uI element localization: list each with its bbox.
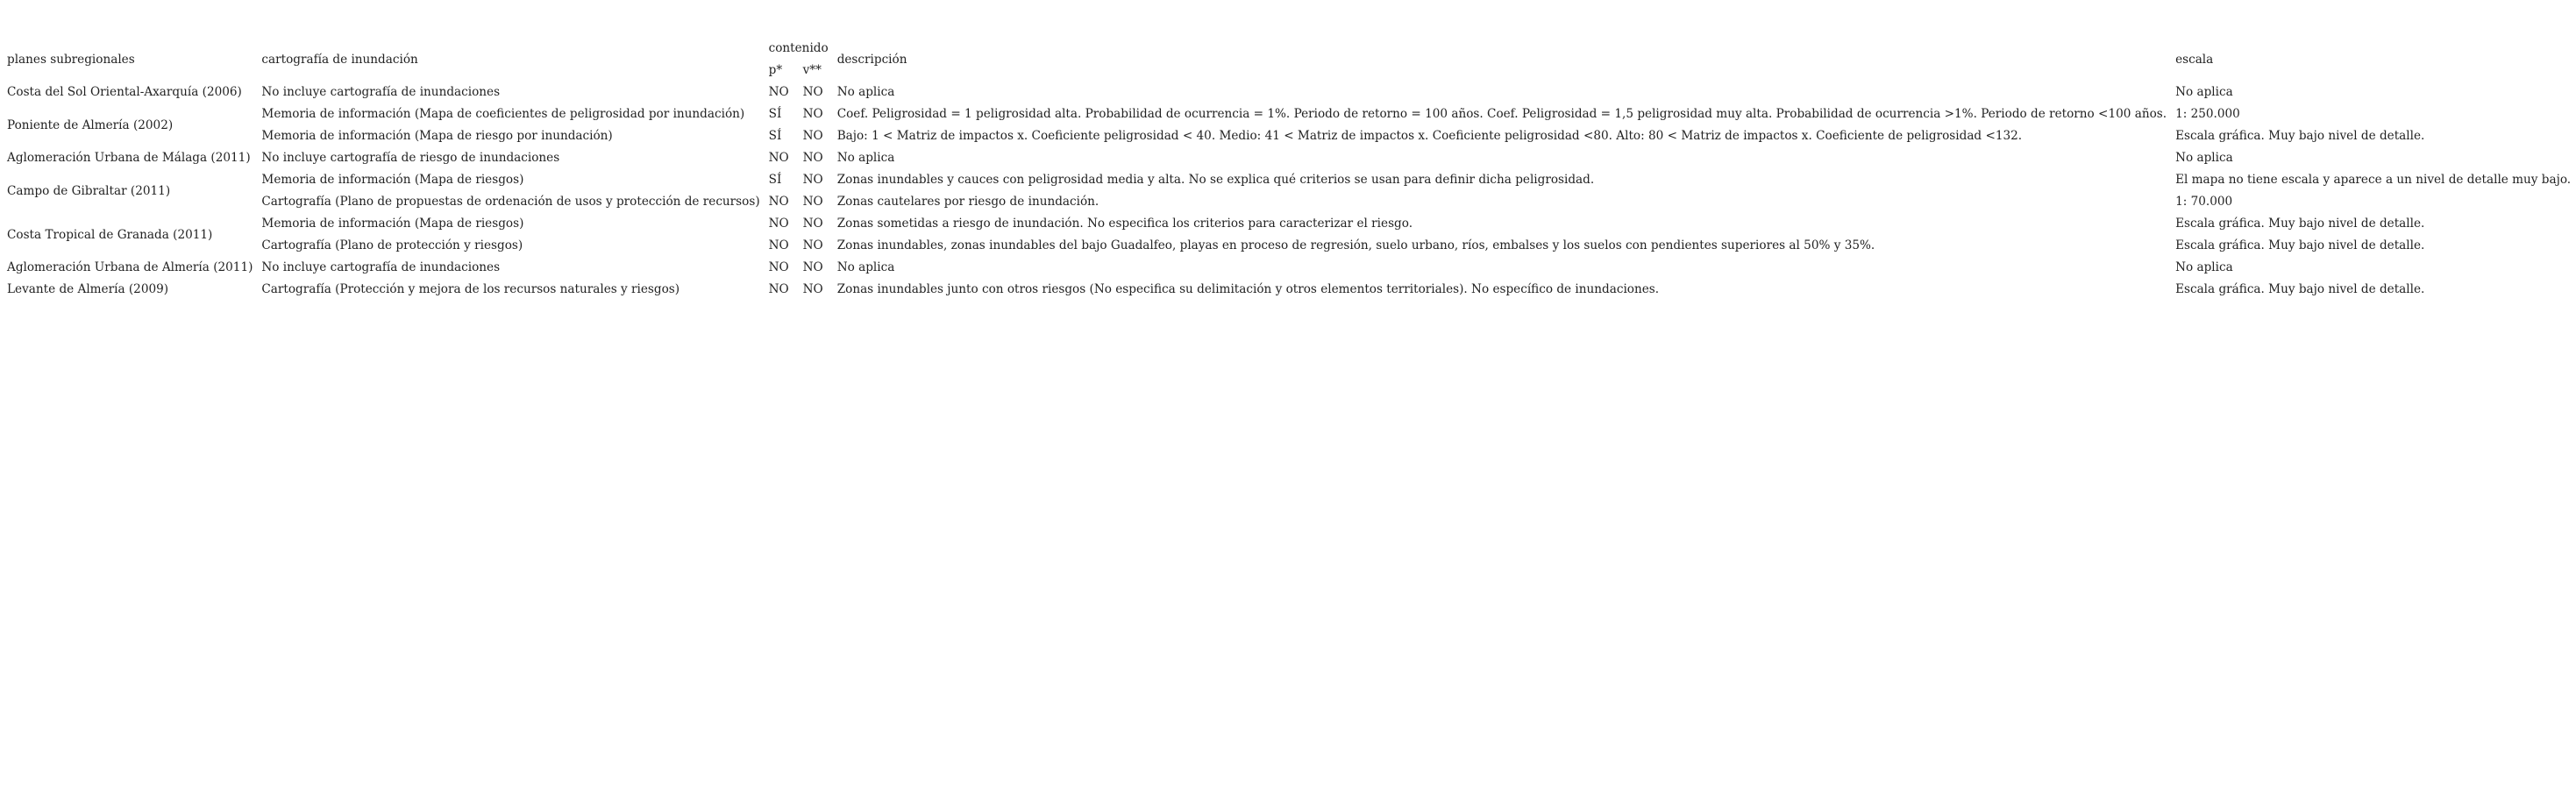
descripcion-cell: No aplica: [836, 151, 895, 165]
escala-cell: No aplica: [2175, 260, 2233, 274]
header-contenido: contenido: [768, 41, 829, 55]
v-cell: NO: [802, 282, 823, 296]
header-p: p*: [768, 63, 783, 77]
v-cell: NO: [802, 195, 823, 209]
descripcion-cell: Coef. Peligrosidad = 1 peligrosidad alta. Probabilidad de ocurrencia = 1%. Periodo de retorno = 100 años. Coef. Peligrosidad = 1,5 peligrosidad muy alta. Probabilidad de ocurrencia >1%. Periodo de retorno <100 años.: [836, 107, 2167, 121]
escala-cell: El mapa no tiene escala y aparece a un nivel de detalle muy bajo.: [2175, 173, 2572, 187]
v-cell: NO: [802, 260, 823, 274]
p-cell: NO: [768, 151, 789, 165]
plan-name: Costa Tropical de Granada (2011): [7, 227, 213, 242]
plan-name: Levante de Almería (2009): [7, 282, 169, 296]
header-escala: escala: [2175, 52, 2214, 67]
cartografia-cell: Memoria de información (Mapa de riesgo por inundación): [261, 129, 613, 143]
escala-cell: Escala gráfica. Muy bajo nivel de detalle.: [2175, 217, 2425, 231]
v-cell: NO: [802, 85, 823, 99]
header-v: v**: [802, 63, 822, 77]
plan-name: Aglomeración Urbana de Málaga (2011): [7, 151, 251, 165]
escala-cell: No aplica: [2175, 85, 2233, 99]
p-cell: NO: [768, 85, 789, 99]
p-cell: NO: [768, 238, 789, 252]
table-row: [4, 125, 2576, 147]
cartografia-cell: Memoria de información (Mapa de coeficientes de peligrosidad por inundación): [261, 107, 745, 121]
v-cell: NO: [802, 238, 823, 252]
escala-cell: 1: 70.000: [2175, 195, 2233, 209]
header-plan: planes subregionales: [7, 52, 135, 67]
flood-cartography-table: [4, 38, 2576, 301]
descripcion-cell: Zonas sometidas a riesgo de inundación. No especifica los criterios para caracterizar el riesgo.: [836, 217, 1413, 231]
cartografia-cell: No incluye cartografía de inundaciones: [261, 260, 501, 274]
header-descripcion: descripción: [836, 52, 907, 67]
p-cell: NO: [768, 195, 789, 209]
table-row: [4, 169, 2576, 191]
table-row: [4, 235, 2576, 257]
escala-cell: Escala gráfica. Muy bajo nivel de detalle.: [2175, 282, 2425, 296]
plan-name: Campo de Gibraltar (2011): [7, 183, 171, 198]
v-cell: NO: [802, 151, 823, 165]
table-row: [4, 279, 2576, 301]
table-header: [4, 38, 2576, 82]
descripcion-cell: Zonas inundables, zonas inundables del bajo Guadalfeo, playas en proceso de regresión, suelo urbano, ríos, embalses y los suelos con pendientes superiores al 50% y 35%.: [836, 238, 1875, 252]
table-row: [4, 213, 2576, 235]
descripcion-cell: Zonas inundables junto con otros riesgos (No especifica su delimitación y otros elementos territoriales). No específico de inundaciones.: [836, 282, 1660, 296]
descripcion-cell: Zonas cautelares por riesgo de inundación.: [836, 195, 1099, 209]
cartografia-cell: Memoria de información (Mapa de riesgos): [261, 173, 524, 187]
cartografia-cell: No incluye cartografía de inundaciones: [261, 85, 501, 99]
descripcion-cell: Zonas inundables y cauces con peligrosidad media y alta. No se explica qué criterios se usan para definir dicha peligrosidad.: [836, 173, 1595, 187]
cartografia-cell: Cartografía (Plano de propuestas de ordenación de usos y protección de recursos): [261, 195, 760, 209]
v-cell: NO: [802, 217, 823, 231]
escala-cell: 1: 250.000: [2175, 107, 2240, 121]
escala-cell: No aplica: [2175, 151, 2233, 165]
descripcion-cell: No aplica: [836, 85, 895, 99]
plan-name: Aglomeración Urbana de Almería (2011): [7, 260, 253, 274]
plan-name: Costa del Sol Oriental-Axarquía (2006): [7, 85, 242, 99]
table-row: [4, 147, 2576, 169]
v-cell: NO: [802, 129, 823, 143]
table-row: [4, 82, 2576, 103]
p-cell: NO: [768, 217, 789, 231]
v-cell: NO: [802, 107, 823, 121]
descripcion-cell: Bajo: 1 < Matriz de impactos x. Coeficiente peligrosidad < 40. Medio: 41 < Matriz de impactos x. Coeficiente peligrosidad <80. Alto: 80 < Matriz de impactos x. Coeficiente de peligrosidad <132.: [836, 129, 2023, 143]
table-row: [4, 103, 2576, 125]
cartografia-cell: Memoria de información (Mapa de riesgos): [261, 217, 524, 231]
table-row: [4, 191, 2576, 213]
table-body: [4, 82, 2576, 301]
plan-name: Poniente de Almería (2002): [7, 117, 174, 132]
header-cartografia: cartografía de inundación: [261, 52, 418, 67]
table-row: [4, 257, 2576, 279]
cartografia-cell: Cartografía (Protección y mejora de los recursos naturales y riesgos): [261, 282, 680, 296]
p-cell: SÍ: [768, 107, 782, 121]
escala-cell: Escala gráfica. Muy bajo nivel de detalle.: [2175, 129, 2425, 143]
v-cell: NO: [802, 173, 823, 187]
p-cell: NO: [768, 260, 789, 274]
cartografia-cell: Cartografía (Plano de protección y riesgos): [261, 238, 523, 252]
p-cell: SÍ: [768, 129, 782, 143]
escala-cell: Escala gráfica. Muy bajo nivel de detalle.: [2175, 238, 2425, 252]
p-cell: SÍ: [768, 173, 782, 187]
cartografia-cell: No incluye cartografía de riesgo de inundaciones: [261, 151, 560, 165]
header-row-top: [4, 38, 2576, 60]
p-cell: NO: [768, 282, 789, 296]
descripcion-cell: No aplica: [836, 260, 895, 274]
